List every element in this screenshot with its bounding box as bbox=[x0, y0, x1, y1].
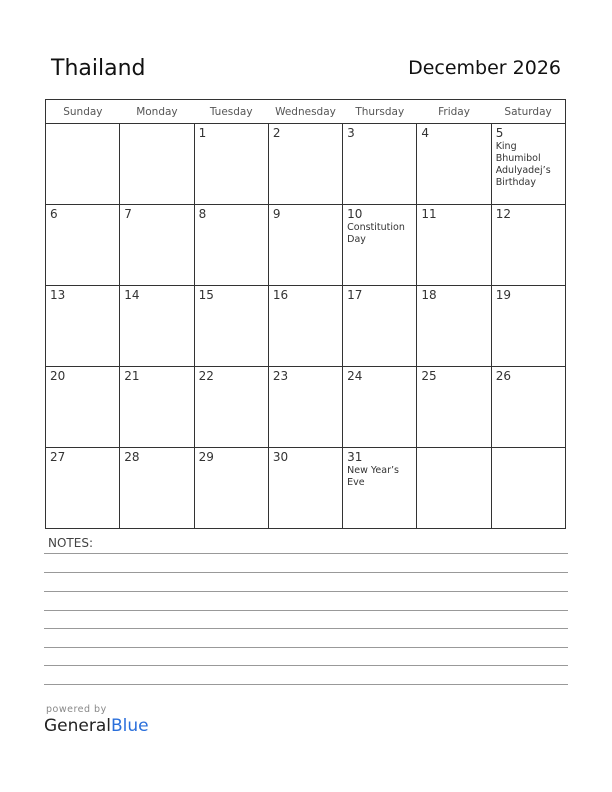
day-number: 21 bbox=[124, 369, 140, 383]
day-cell bbox=[491, 286, 565, 367]
day-cell bbox=[194, 367, 268, 448]
day-number: 10 bbox=[347, 207, 363, 221]
day-cell bbox=[417, 205, 491, 286]
day-number: 26 bbox=[495, 369, 511, 383]
weekday-header-row bbox=[46, 100, 566, 124]
brand-blue: Blue bbox=[111, 716, 149, 736]
month-year-title: December 2026 bbox=[408, 57, 561, 79]
powered-by-text: powered by bbox=[46, 704, 107, 715]
day-cell bbox=[491, 367, 565, 448]
day-cell bbox=[343, 367, 417, 448]
day-number: 31 bbox=[347, 450, 363, 464]
day-number: 30 bbox=[272, 450, 289, 464]
day-number: 7 bbox=[124, 207, 132, 221]
day-number: 15 bbox=[198, 288, 214, 302]
day-number: 9 bbox=[272, 207, 281, 221]
weekday-sunday: Sunday bbox=[46, 100, 120, 124]
week-row bbox=[46, 367, 566, 448]
week-row bbox=[46, 205, 566, 286]
day-number: 5 bbox=[495, 126, 504, 140]
day-cell bbox=[120, 448, 194, 529]
note-line bbox=[44, 572, 568, 573]
day-cell bbox=[491, 124, 565, 205]
country-title: Thailand bbox=[51, 56, 146, 81]
day-cell bbox=[343, 448, 417, 529]
day-cell bbox=[417, 367, 491, 448]
day-number: 17 bbox=[347, 288, 363, 302]
day-cell bbox=[343, 124, 417, 205]
day-cell bbox=[46, 448, 120, 529]
note-line bbox=[44, 610, 568, 611]
day-cell bbox=[194, 448, 268, 529]
brand-logo bbox=[44, 716, 149, 736]
day-number: 18 bbox=[421, 288, 437, 302]
day-cell bbox=[417, 286, 491, 367]
day-number: 3 bbox=[347, 126, 355, 140]
day-cell bbox=[491, 448, 565, 529]
day-number: 19 bbox=[495, 288, 511, 302]
note-line bbox=[44, 628, 568, 629]
day-cell bbox=[268, 286, 342, 367]
day-cell bbox=[120, 367, 194, 448]
day-cell bbox=[46, 286, 120, 367]
note-line bbox=[44, 684, 568, 685]
day-cell bbox=[343, 205, 417, 286]
day-number: 25 bbox=[421, 369, 437, 383]
calendar-grid bbox=[45, 99, 566, 529]
day-number: 29 bbox=[198, 450, 214, 464]
day-cell bbox=[46, 205, 120, 286]
day-number: 8 bbox=[198, 207, 207, 221]
day-cell bbox=[491, 205, 565, 286]
day-number: 13 bbox=[50, 288, 66, 302]
note-line bbox=[44, 647, 568, 648]
day-number: 12 bbox=[495, 207, 511, 221]
day-number: 24 bbox=[347, 369, 363, 383]
day-cell bbox=[120, 124, 194, 205]
day-cell bbox=[268, 124, 342, 205]
day-cell bbox=[268, 367, 342, 448]
day-number: 14 bbox=[124, 288, 140, 302]
day-cell bbox=[417, 448, 491, 529]
day-cell bbox=[120, 205, 194, 286]
weekday-monday: Monday bbox=[120, 100, 194, 124]
day-cell bbox=[120, 286, 194, 367]
weekday-wednesday: Wednesday bbox=[268, 100, 342, 124]
day-number: 11 bbox=[421, 207, 437, 221]
note-line bbox=[44, 665, 568, 666]
day-number: 22 bbox=[198, 369, 214, 383]
brand-general: General bbox=[44, 716, 111, 736]
holiday-label: New Year’s Eve bbox=[347, 465, 399, 488]
weekday-friday: Friday bbox=[417, 100, 491, 124]
weekday-thursday: Thursday bbox=[343, 100, 417, 124]
note-line bbox=[44, 553, 568, 554]
week-row bbox=[46, 124, 566, 205]
day-number: 28 bbox=[124, 450, 140, 464]
weekday-saturday: Saturday bbox=[491, 100, 565, 124]
day-number: 27 bbox=[50, 450, 66, 464]
weekday-tuesday: Tuesday bbox=[194, 100, 268, 124]
holiday-label: Constitution Day bbox=[347, 222, 405, 245]
day-number: 23 bbox=[272, 369, 289, 383]
day-number: 20 bbox=[50, 369, 66, 383]
day-number: 4 bbox=[421, 126, 430, 140]
day-number: 2 bbox=[272, 126, 281, 140]
holiday-label: King Bhumibol Adulyadej’s Birthday bbox=[495, 141, 551, 188]
week-row bbox=[46, 286, 566, 367]
day-cell bbox=[268, 448, 342, 529]
day-cell bbox=[417, 124, 491, 205]
day-cell bbox=[268, 205, 342, 286]
day-number: 1 bbox=[198, 126, 207, 140]
notes-label: NOTES: bbox=[48, 536, 93, 550]
day-cell bbox=[46, 124, 120, 205]
week-row bbox=[46, 448, 566, 529]
day-cell bbox=[46, 367, 120, 448]
day-cell bbox=[194, 124, 268, 205]
day-number: 6 bbox=[50, 207, 58, 221]
day-number: 16 bbox=[272, 288, 289, 302]
note-line bbox=[44, 591, 568, 592]
day-cell bbox=[194, 286, 268, 367]
day-cell bbox=[343, 286, 417, 367]
day-cell bbox=[194, 205, 268, 286]
